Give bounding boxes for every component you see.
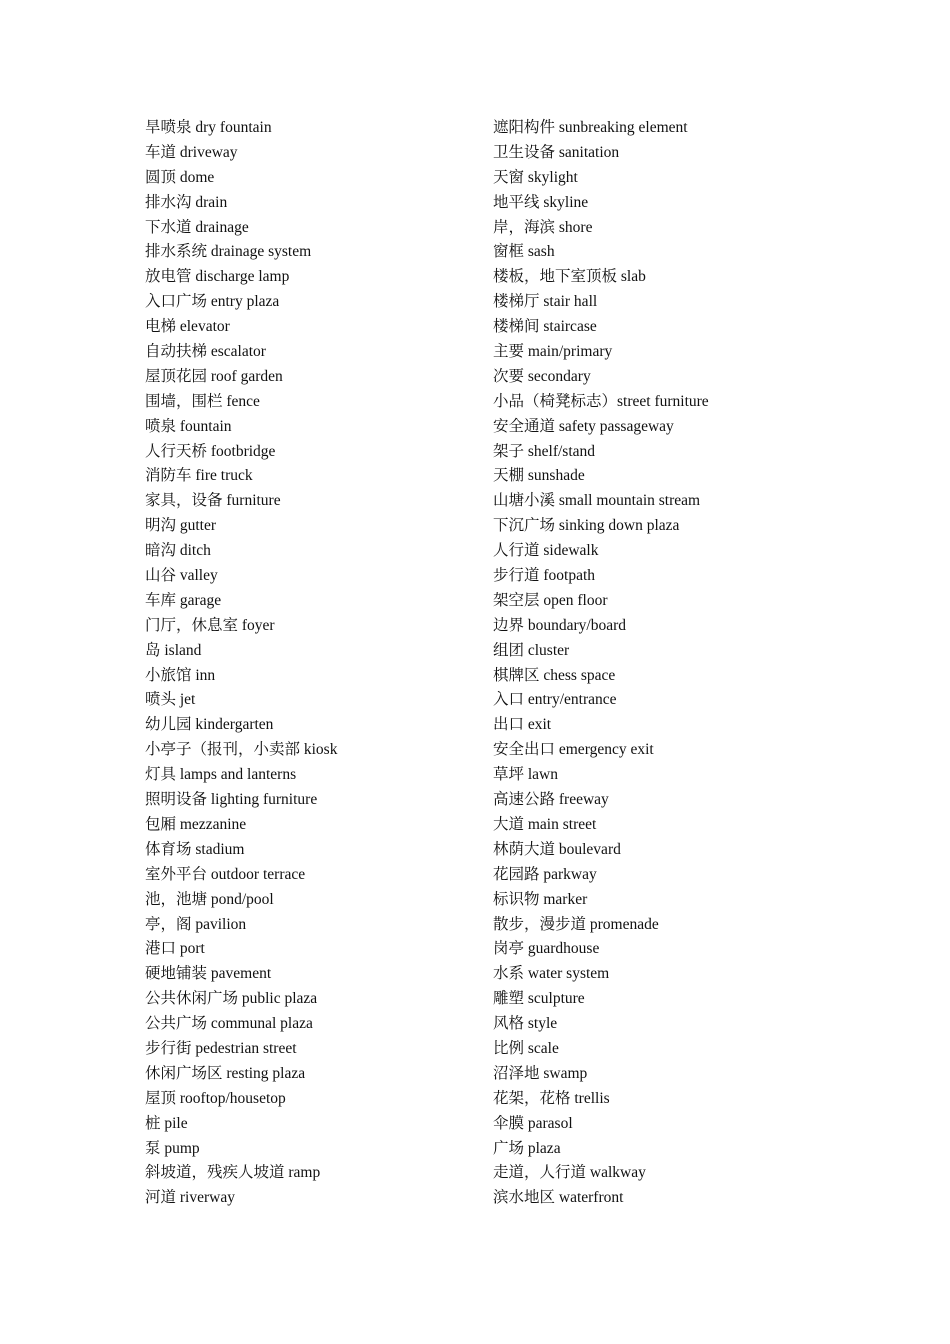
glossary-entry: 公共广场 communal plaza (145, 1015, 313, 1033)
glossary-entry: 岗亭 guardhouse (493, 940, 600, 958)
glossary-entry: 家具，设备 furniture (145, 492, 281, 510)
glossary-entry: 架空层 open floor (493, 591, 608, 609)
glossary-entry: 明沟 gutter (145, 517, 217, 535)
glossary-entry: 港口 port (145, 940, 205, 958)
glossary-entry: 池，池塘 pond/pool (145, 890, 274, 908)
glossary-entry: 公共休闲广场 public plaza (145, 990, 318, 1008)
glossary-entry: 休闲广场区 resting plaza (145, 1064, 306, 1082)
glossary-entry: 广场 plaza (493, 1139, 561, 1157)
glossary-entry: 入口广场 entry plaza (145, 293, 280, 311)
glossary-entry: 步行道 footpath (493, 567, 596, 585)
glossary-entry: 出口 exit (493, 716, 552, 734)
glossary-entry: 安全出口 emergency exit (493, 741, 654, 759)
glossary-entry: 楼梯间 staircase (493, 318, 597, 336)
glossary-entry: 边界 boundary/board (493, 616, 627, 634)
glossary-entry: 架子 shelf/stand (493, 442, 596, 460)
glossary-entry: 安全通道 safety passageway (493, 417, 674, 435)
glossary-entry: 包厢 mezzanine (145, 815, 247, 833)
glossary-entry: 棋牌区 chess space (493, 666, 616, 684)
glossary-entry: 风格 style (493, 1015, 558, 1033)
glossary-entry: 楼板，地下室顶板 slab (493, 268, 646, 286)
glossary-entry: 放电管 discharge lamp (145, 268, 290, 286)
glossary-entry: 体育场 stadium (145, 840, 245, 858)
glossary-entry: 门厅，休息室 foyer (145, 616, 275, 634)
glossary-entry: 幼儿园 kindergarten (145, 716, 274, 734)
glossary-entry: 走道，人行道 walkway (493, 1164, 646, 1182)
glossary-entry: 排水沟 drain (145, 193, 228, 211)
glossary-entry: 硬地铺装 pavement (145, 965, 272, 983)
glossary-entry: 小旅馆 inn (145, 666, 216, 684)
glossary-entry: 人行天桥 footbridge (145, 442, 276, 460)
glossary-entry: 屋顶花园 roof garden (145, 367, 283, 385)
glossary-entry: 大道 main street (493, 815, 597, 833)
glossary-entry: 旱喷泉 dry fountain (145, 119, 272, 136)
glossary-entry: 人行道 sidewalk (493, 542, 599, 560)
glossary-entry: 桩 pile (145, 1114, 188, 1132)
glossary-entry: 窗框 sash (493, 243, 555, 261)
glossary-entry: 灯具 lamps and lanterns (145, 766, 297, 784)
glossary-entry: 天窗 skylight (493, 168, 578, 186)
glossary-entry: 高速公路 freeway (493, 791, 609, 809)
glossary-entry: 亭，阁 pavilion (145, 915, 247, 933)
glossary-entry: 山塘小溪 small mountain stream (493, 492, 701, 510)
glossary-entry: 室外平台 outdoor terrace (145, 865, 306, 883)
glossary-entry: 次要 secondary (493, 367, 591, 385)
glossary-entry: 暗沟 ditch (145, 542, 211, 560)
glossary-entry: 比例 scale (493, 1039, 559, 1057)
glossary-entry: 入口 entry/entrance (493, 691, 617, 709)
glossary-entry: 标识物 marker (493, 890, 588, 908)
glossary-entry: 卫生设备 sanitation (493, 143, 620, 161)
glossary-entry: 花架，花格 trellis (493, 1089, 610, 1107)
glossary-entry: 斜坡道，残疾人坡道 ramp (145, 1164, 321, 1182)
glossary-right-column (493, 116, 913, 1211)
glossary-entry: 山谷 valley (145, 567, 218, 585)
glossary-entry: 沼泽地 swamp (493, 1064, 588, 1082)
glossary-entry: 组团 cluster (493, 641, 570, 659)
glossary-entry: 楼梯厅 stair hall (493, 293, 598, 311)
glossary-entry: 伞膜 parasol (493, 1114, 573, 1132)
glossary-entry: 电梯 elevator (145, 318, 230, 336)
glossary-entry: 天棚 sunshade (493, 467, 585, 485)
glossary-entry: 遮阳构件 sunbreaking element (493, 119, 688, 136)
glossary-entry: 步行街 pedestrian street (145, 1039, 297, 1057)
glossary-entry: 水系 water system (493, 965, 610, 983)
glossary-entry: 河道 riverway (145, 1189, 235, 1207)
glossary-entry: 林荫大道 boulevard (493, 840, 621, 858)
glossary-entry: 下沉广场 sinking down plaza (493, 517, 680, 535)
glossary-entry: 消防车 fire truck (145, 467, 253, 485)
glossary-left-column (145, 116, 475, 1211)
glossary-entry: 小品（椅凳标志）street furniture (493, 392, 709, 410)
glossary-entry: 草坪 lawn (493, 766, 559, 784)
glossary-entry: 岛 island (145, 641, 202, 659)
glossary-entry: 主要 main/primary (493, 343, 613, 361)
glossary-entry: 自动扶梯 escalator (145, 343, 266, 361)
glossary-entry: 下水道 drainage (145, 218, 249, 236)
glossary-entry: 喷头 jet (145, 691, 196, 709)
glossary-entry: 屋顶 rooftop/housetop (145, 1089, 286, 1107)
glossary-entry: 小亭子（报刊，小卖部 kiosk (145, 741, 338, 759)
glossary-entry: 喷泉 fountain (145, 417, 232, 435)
glossary-entry: 散步，漫步道 promenade (493, 915, 659, 933)
glossary-entry: 排水系统 drainage system (145, 243, 312, 261)
glossary-entry: 车库 garage (145, 591, 222, 609)
glossary-entry: 围墙，围栏 fence (145, 392, 260, 410)
glossary-entry: 岸，海滨 shore (493, 218, 593, 236)
glossary-entry: 车道 driveway (145, 143, 238, 161)
glossary-entry: 圆顶 dome (145, 168, 215, 186)
glossary-entry: 照明设备 lighting furniture (145, 791, 318, 809)
glossary-entry: 泵 pump (145, 1139, 200, 1157)
glossary-entry: 雕塑 sculpture (493, 990, 585, 1008)
glossary-entry: 花园路 parkway (493, 865, 597, 883)
glossary-entry: 地平线 skyline (493, 193, 589, 211)
glossary-entry: 滨水地区 waterfront (493, 1189, 624, 1207)
